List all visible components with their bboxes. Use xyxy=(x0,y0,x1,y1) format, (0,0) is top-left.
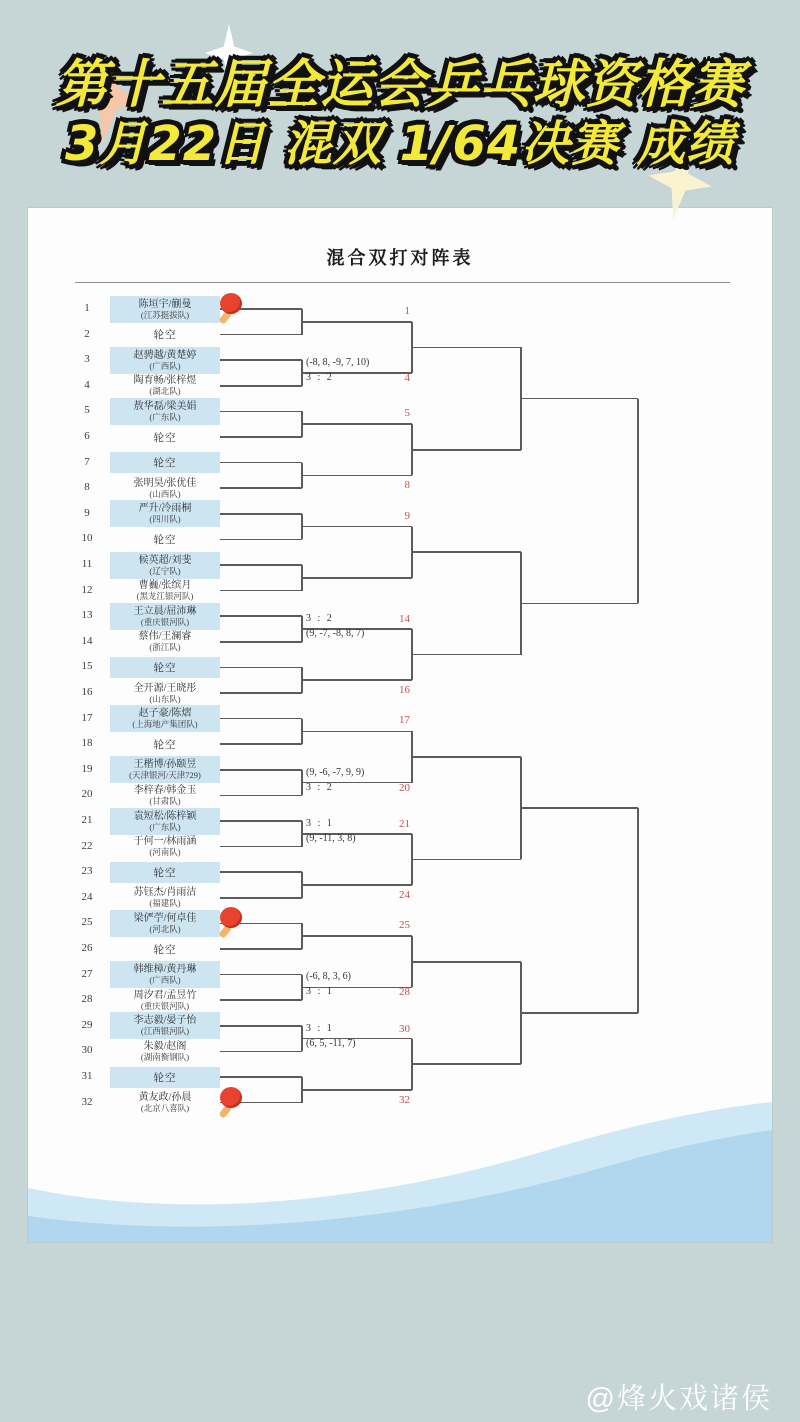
bracket-connector xyxy=(302,679,412,681)
bracket-connector xyxy=(637,399,639,604)
seed-number: 12 xyxy=(81,583,93,596)
pair-names: 全开源/王晓彤 xyxy=(133,682,197,694)
bracket-connector xyxy=(302,321,412,323)
entry-box xyxy=(110,884,220,911)
paddle-blade xyxy=(220,1087,242,1108)
team-name: (江西银河队) xyxy=(140,1026,190,1037)
bracket-connector xyxy=(220,974,302,976)
team-name: (江苏挺拔队) xyxy=(140,309,190,320)
bracket-connector xyxy=(220,871,302,873)
winner-number: 4 xyxy=(404,372,410,384)
match-score: 3 : 2 xyxy=(306,781,334,793)
bye-box xyxy=(110,734,220,755)
paddle-blade xyxy=(220,907,242,928)
pair-names: 韩维樟/黄丹琳 xyxy=(133,964,197,976)
seed-number: 22 xyxy=(81,839,93,852)
winner-number: 9 xyxy=(404,509,410,522)
team-name: (广西队) xyxy=(149,975,181,986)
winner-number: 17 xyxy=(399,714,410,727)
bracket-connector xyxy=(302,935,412,937)
pair-names: 陈垣宇/蒯曼 xyxy=(138,298,192,310)
team-name: (天津银河/天津729) xyxy=(129,770,201,781)
seed-number: 7 xyxy=(84,455,90,468)
bye-box xyxy=(110,324,220,345)
pair-names: 王楷博/孙颐昱 xyxy=(133,759,197,771)
pair-names: 严升/冷雨桐 xyxy=(138,503,192,515)
bracket-connector xyxy=(220,334,302,336)
bye-label: 轮空 xyxy=(153,867,177,879)
bye-box xyxy=(110,1067,220,1088)
entry-box xyxy=(110,500,220,527)
pair-names: 朱毅/赵阁 xyxy=(143,1040,187,1052)
winner-number: 30 xyxy=(399,1022,410,1035)
match-points: (9, -6, -7, 9, 9) xyxy=(306,766,365,778)
entry-box xyxy=(110,296,220,323)
entry-box xyxy=(110,372,220,399)
pair-names: 苏钰杰/肖雨洁 xyxy=(133,887,197,899)
pair-names: 赵子豪/陈熠 xyxy=(138,708,192,720)
pair-names: 蔡伟/王澜睿 xyxy=(138,631,192,643)
entry-box xyxy=(110,1012,220,1039)
bye-label: 轮空 xyxy=(153,1072,177,1084)
bracket-connector xyxy=(412,449,521,451)
bye-label: 轮空 xyxy=(153,458,177,470)
match-points: (9, -7, -8, 8, 7) xyxy=(306,628,365,639)
bracket-connector xyxy=(412,1063,521,1065)
seed-number: 14 xyxy=(81,634,93,647)
pair-names: 于何一/林雨涵 xyxy=(133,836,197,848)
entry-box xyxy=(110,347,220,374)
seed-number: 21 xyxy=(81,814,93,826)
pair-names: 王立晨/屈沛琳 xyxy=(133,605,197,617)
bracket-connector xyxy=(220,513,302,515)
bracket-connector xyxy=(220,411,302,413)
bracket-connector xyxy=(220,667,302,669)
winner-number: 25 xyxy=(399,919,410,932)
bracket-connector xyxy=(302,423,412,425)
bracket-connector xyxy=(220,846,302,848)
winner-number: 32 xyxy=(399,1093,410,1106)
bye-label: 轮空 xyxy=(153,662,177,674)
match-score: 3 : 1 xyxy=(306,986,334,998)
entry-box xyxy=(110,833,220,860)
entry-box xyxy=(110,705,220,732)
pair-names: 周汐君/孟昱竹 xyxy=(133,989,197,1001)
seed-number: 3 xyxy=(84,353,90,366)
paddle-icon xyxy=(216,293,246,327)
team-name: (重庆银河队) xyxy=(140,1000,190,1011)
bracket-connector xyxy=(220,590,302,592)
bracket-connector xyxy=(220,1025,302,1027)
seed-number: 32 xyxy=(81,1095,93,1108)
bracket-connector xyxy=(521,603,638,605)
bye-label: 轮空 xyxy=(153,739,177,751)
team-name: (广西队) xyxy=(149,360,181,371)
pair-names: 李梓春/韩金玉 xyxy=(133,784,197,796)
entry-box xyxy=(110,552,220,579)
match-points: (6, 5, -11, 7) xyxy=(306,1037,356,1049)
bracket-connector xyxy=(302,884,412,886)
bracket-connector xyxy=(220,641,302,643)
match-points: (9, -11, 3, 8) xyxy=(306,832,356,844)
seed-number: 16 xyxy=(81,686,93,698)
team-name: (广东队) xyxy=(149,411,181,422)
bracket-connector xyxy=(220,718,302,720)
pair-names: 敖华磊/梁美娟 xyxy=(133,400,197,412)
pair-names: 黄友政/孙晨 xyxy=(138,1092,192,1104)
team-name: (重庆银河队) xyxy=(140,616,190,627)
team-name: (浙江队) xyxy=(149,642,181,653)
bracket-connector xyxy=(220,743,302,745)
pair-names: 袁短松/陈梓颖 xyxy=(133,810,197,822)
entry-box xyxy=(110,475,220,502)
team-name: (山东队) xyxy=(149,693,181,704)
bye-box xyxy=(110,862,220,883)
poster-title-line2: 3月22日 混双 1/64决赛 成绩 xyxy=(64,116,736,173)
seed-number: 11 xyxy=(81,558,93,570)
team-name: (广东队) xyxy=(149,821,181,832)
poster-title xyxy=(0,56,800,172)
bracket-connector xyxy=(412,654,521,656)
bracket-connector xyxy=(220,487,302,489)
team-name: (甘肃队) xyxy=(149,795,181,806)
bye-box xyxy=(110,657,220,678)
bracket-connector xyxy=(220,692,302,694)
seed-number: 8 xyxy=(84,481,90,494)
entry-box xyxy=(110,961,220,988)
entry-box xyxy=(110,680,220,707)
seed-number: 27 xyxy=(81,967,93,980)
winner-number: 14 xyxy=(399,613,410,625)
entry-box xyxy=(110,603,220,630)
team-name: (北京八喜队) xyxy=(140,1103,190,1114)
seed-number: 4 xyxy=(84,378,90,391)
bye-label: 轮空 xyxy=(153,534,177,546)
pair-names: 李志毅/晏子怡 xyxy=(133,1015,197,1027)
bracket-connector xyxy=(412,347,521,349)
wave-decoration xyxy=(28,1092,772,1242)
bracket-connector xyxy=(220,462,302,464)
seed-number: 24 xyxy=(81,890,93,903)
bracket-connector xyxy=(412,551,521,553)
bracket-connector xyxy=(412,756,521,758)
team-name: (山西队) xyxy=(149,488,181,499)
winner-number: 8 xyxy=(404,479,410,492)
bracket-connector xyxy=(220,820,302,822)
seed-number: 2 xyxy=(84,327,90,340)
team-name: (黑龙江银河队) xyxy=(136,591,194,602)
bye-box xyxy=(110,529,220,550)
bracket-connector xyxy=(220,769,302,771)
entry-box xyxy=(110,756,220,783)
paddle-blade xyxy=(220,293,242,314)
entry-box xyxy=(110,987,220,1014)
pair-names: 陶育畅/张梓煜 xyxy=(133,375,197,387)
team-name: (上海地产集团队) xyxy=(132,719,198,730)
seed-number: 10 xyxy=(81,532,93,545)
paddle-icon xyxy=(216,1087,246,1121)
team-name: (河北队) xyxy=(149,923,181,934)
bracket-connector xyxy=(220,436,302,438)
match-score: 3 : 2 xyxy=(306,372,334,383)
bracket-connector xyxy=(302,577,412,579)
bracket-connector xyxy=(220,1051,302,1053)
bracket-connector xyxy=(521,807,638,809)
team-name: (湖南衡钢队) xyxy=(140,1051,190,1062)
team-name: (福建队) xyxy=(149,898,181,909)
team-name: (河南队) xyxy=(149,847,181,858)
watermark: @烽火戏诸侯 xyxy=(585,1383,772,1415)
bracket-connector xyxy=(412,961,521,963)
team-name: (四川队) xyxy=(149,514,181,525)
bracket-connector xyxy=(302,475,412,477)
bracket-connector xyxy=(220,999,302,1001)
seed-number: 29 xyxy=(81,1018,93,1031)
bye-label: 轮空 xyxy=(153,944,177,956)
entry-box xyxy=(110,808,220,835)
match-score: 3 : 1 xyxy=(306,1022,334,1034)
poster-title-line1: 第十五届全运会乒乓球资格赛 xyxy=(55,55,745,115)
seed-number: 31 xyxy=(81,1070,93,1082)
winner-number: 21 xyxy=(399,817,410,830)
seed-number: 23 xyxy=(81,865,93,878)
winner-number: 5 xyxy=(404,407,410,420)
bracket-connector xyxy=(220,1076,302,1078)
pair-names: 张明昊/张优佳 xyxy=(133,477,197,489)
match-score: 3 : 1 xyxy=(306,817,334,829)
bracket-connector xyxy=(412,859,521,861)
entry-box xyxy=(110,398,220,425)
bracket-connector xyxy=(220,564,302,566)
bracket-card xyxy=(28,208,772,1242)
title-rule xyxy=(75,282,730,283)
bracket-connector xyxy=(302,1089,412,1091)
bye-box xyxy=(110,939,220,960)
seed-number: 5 xyxy=(84,404,90,417)
team-name: (辽宁队) xyxy=(149,565,181,576)
seed-number: 6 xyxy=(84,430,90,442)
entry-box xyxy=(110,782,220,809)
match-points: (-8, 8, -9, 7, 10) xyxy=(306,357,370,368)
seed-number: 30 xyxy=(81,1044,93,1057)
pair-names: 候英超/刘斐 xyxy=(138,554,192,566)
bracket-title: 混合双打对阵表 xyxy=(326,248,474,268)
bracket-connector xyxy=(302,526,412,528)
seed-number: 28 xyxy=(81,993,93,1006)
pair-names: 梁俨苧/何卓佳 xyxy=(133,912,197,924)
winner-number: 24 xyxy=(399,889,410,901)
seed-number: 19 xyxy=(81,762,93,775)
bracket-connector xyxy=(637,808,639,1013)
bracket-connector xyxy=(220,539,302,541)
entry-box xyxy=(110,628,220,655)
seed-number: 20 xyxy=(81,788,93,801)
team-name: (湖北队) xyxy=(149,386,181,397)
pair-names: 赵骋越/黄楚婷 xyxy=(133,349,197,361)
paddle-icon xyxy=(216,907,246,941)
winner-number: 28 xyxy=(399,986,410,999)
bye-box xyxy=(110,452,220,473)
seed-number: 15 xyxy=(81,660,93,673)
seed-number: 25 xyxy=(81,916,93,929)
winner-number: 1 xyxy=(404,304,410,317)
pair-names: 曹巍/张缤月 xyxy=(138,580,192,592)
entry-box xyxy=(110,1038,220,1065)
bracket-connector xyxy=(220,359,302,361)
bye-label: 轮空 xyxy=(153,330,177,342)
seed-number: 17 xyxy=(81,711,93,724)
bracket-connector xyxy=(521,398,638,400)
match-points: (-6, 8, 3, 6) xyxy=(306,971,351,983)
winner-number: 20 xyxy=(399,781,410,794)
entry-box xyxy=(110,910,220,937)
match-score: 3 : 2 xyxy=(306,613,334,624)
bracket-connector xyxy=(521,1012,638,1014)
bye-label: 轮空 xyxy=(153,432,177,444)
bracket-connector xyxy=(220,948,302,950)
seed-number: 1 xyxy=(84,302,90,314)
seed-number: 13 xyxy=(81,609,93,622)
seed-number: 26 xyxy=(81,942,93,954)
bracket-connector xyxy=(220,615,302,617)
bracket-connector xyxy=(220,795,302,797)
bracket-connector xyxy=(220,897,302,899)
bye-box xyxy=(110,427,220,448)
bracket-connector xyxy=(302,731,412,733)
bracket-connector xyxy=(220,385,302,387)
entry-box xyxy=(110,577,220,604)
seed-number: 9 xyxy=(84,506,90,519)
winner-number: 16 xyxy=(399,684,410,697)
seed-number: 18 xyxy=(81,737,93,750)
